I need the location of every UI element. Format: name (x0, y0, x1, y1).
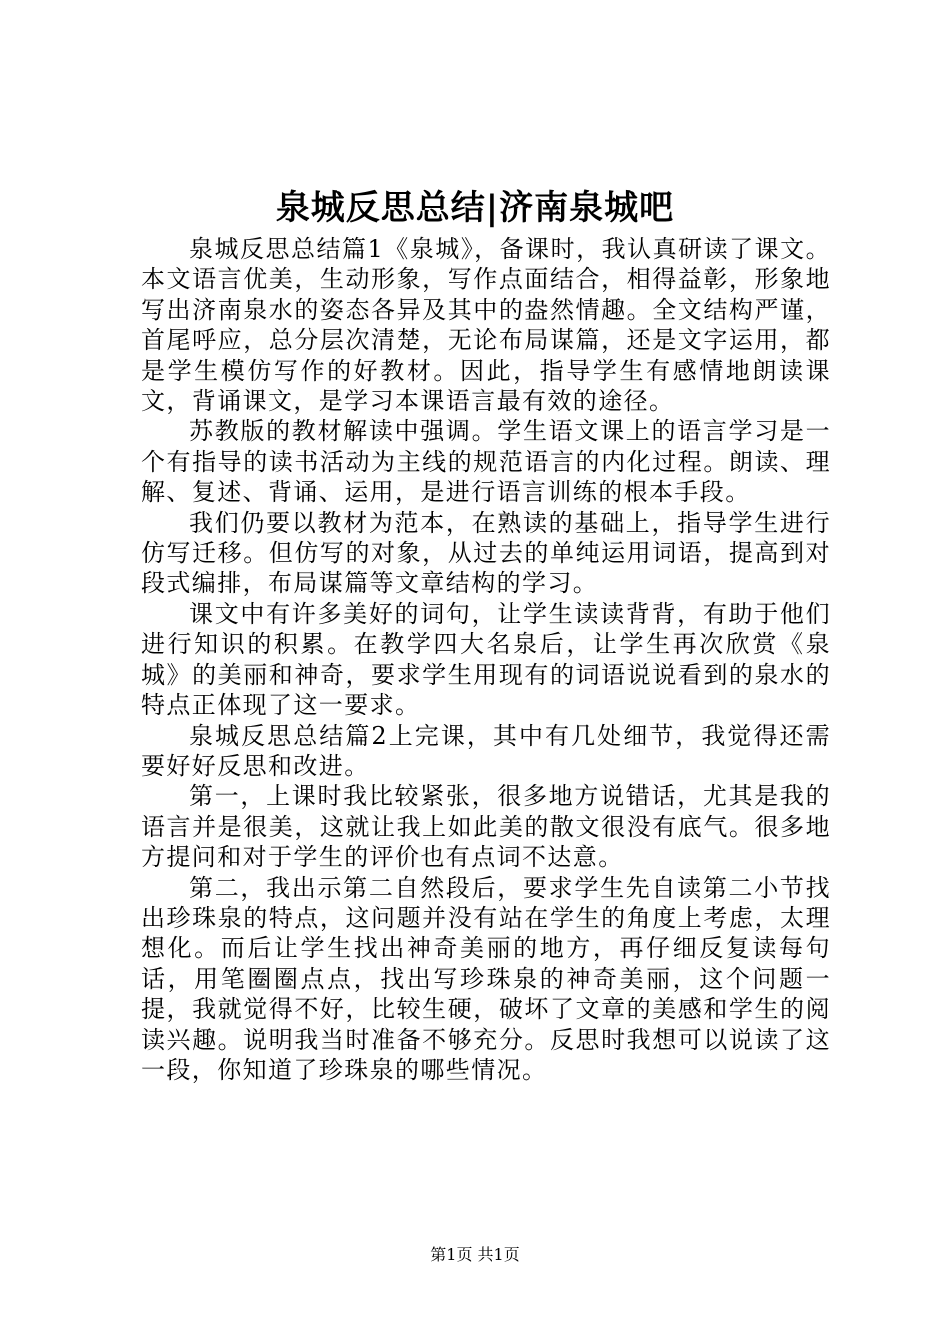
paragraph-4: 课文中有许多美好的词句，让学生读读背背，有助于他们进行知识的积累。在教学四大名泉后，让学生再次欣赏《泉城》的美丽和神奇，要求学生用现有的词语说说看到的泉水的特点正体现了这一要求。 (141, 599, 831, 720)
paragraph-7: 第二，我出示第二自然段后，要求学生先自读第二小节找出珍珠泉的特点，这问题并没有站在学生的角度上考虑，太理想化。而后让学生找出神奇美丽的地方，再仔细反复读每句话，用笔圈圈点点，找出写珍珠泉的神奇美丽，这个问题一提，我就觉得不好，比较生硬，破坏了文章的美感和学生的阅读兴趣。说明我当时准备不够充分。反思时我想可以说读了这一段，你知道了珍珠泉的哪些情况。 (141, 873, 831, 1084)
page-number-footer: 第1页 共1页 (430, 1245, 520, 1264)
paragraph-2: 苏教版的教材解读中强调。学生语文课上的语言学习是一个有指导的读书活动为主线的规范语言的内化过程。朗读、理解、复述、背诵、运用，是进行语言训练的根本手段。 (141, 417, 831, 507)
paragraph-5: 泉城反思总结篇2上完课，其中有几处细节，我觉得还需要好好反思和改进。 (141, 721, 831, 780)
paragraph-1: 泉城反思总结篇1《泉城》，备课时，我认真研读了课文。本文语言优美，生动形象，写作点面结合，相得益彰，形象地写出济南泉水的姿态各异及其中的盎然情趣。全文结构严谨，首尾呼应，总分层次清楚，无论布局谋篇，还是文字运用，都是学生模仿写作的好教材。因此，指导学生有感情地朗读课文，背诵课文，是学习本课语言最有效的途径。 (141, 235, 831, 416)
paragraph-3: 我们仍要以教材为范本，在熟读的基础上，指导学生进行仿写迁移。但仿写的对象，从过去的单纯运用词语，提高到对段式编排，布局谋篇等文章结构的学习。 (141, 508, 831, 598)
paragraph-6: 第一，上课时我比较紧张，很多地方说错话，尤其是我的语言并是很美，这就让我上如此美的散文很没有底气。很多地方提问和对于学生的评价也有点词不达意。 (141, 782, 831, 872)
document-body (141, 234, 831, 1085)
document-title: 泉城反思总结|济南泉城吧 (275, 188, 675, 228)
